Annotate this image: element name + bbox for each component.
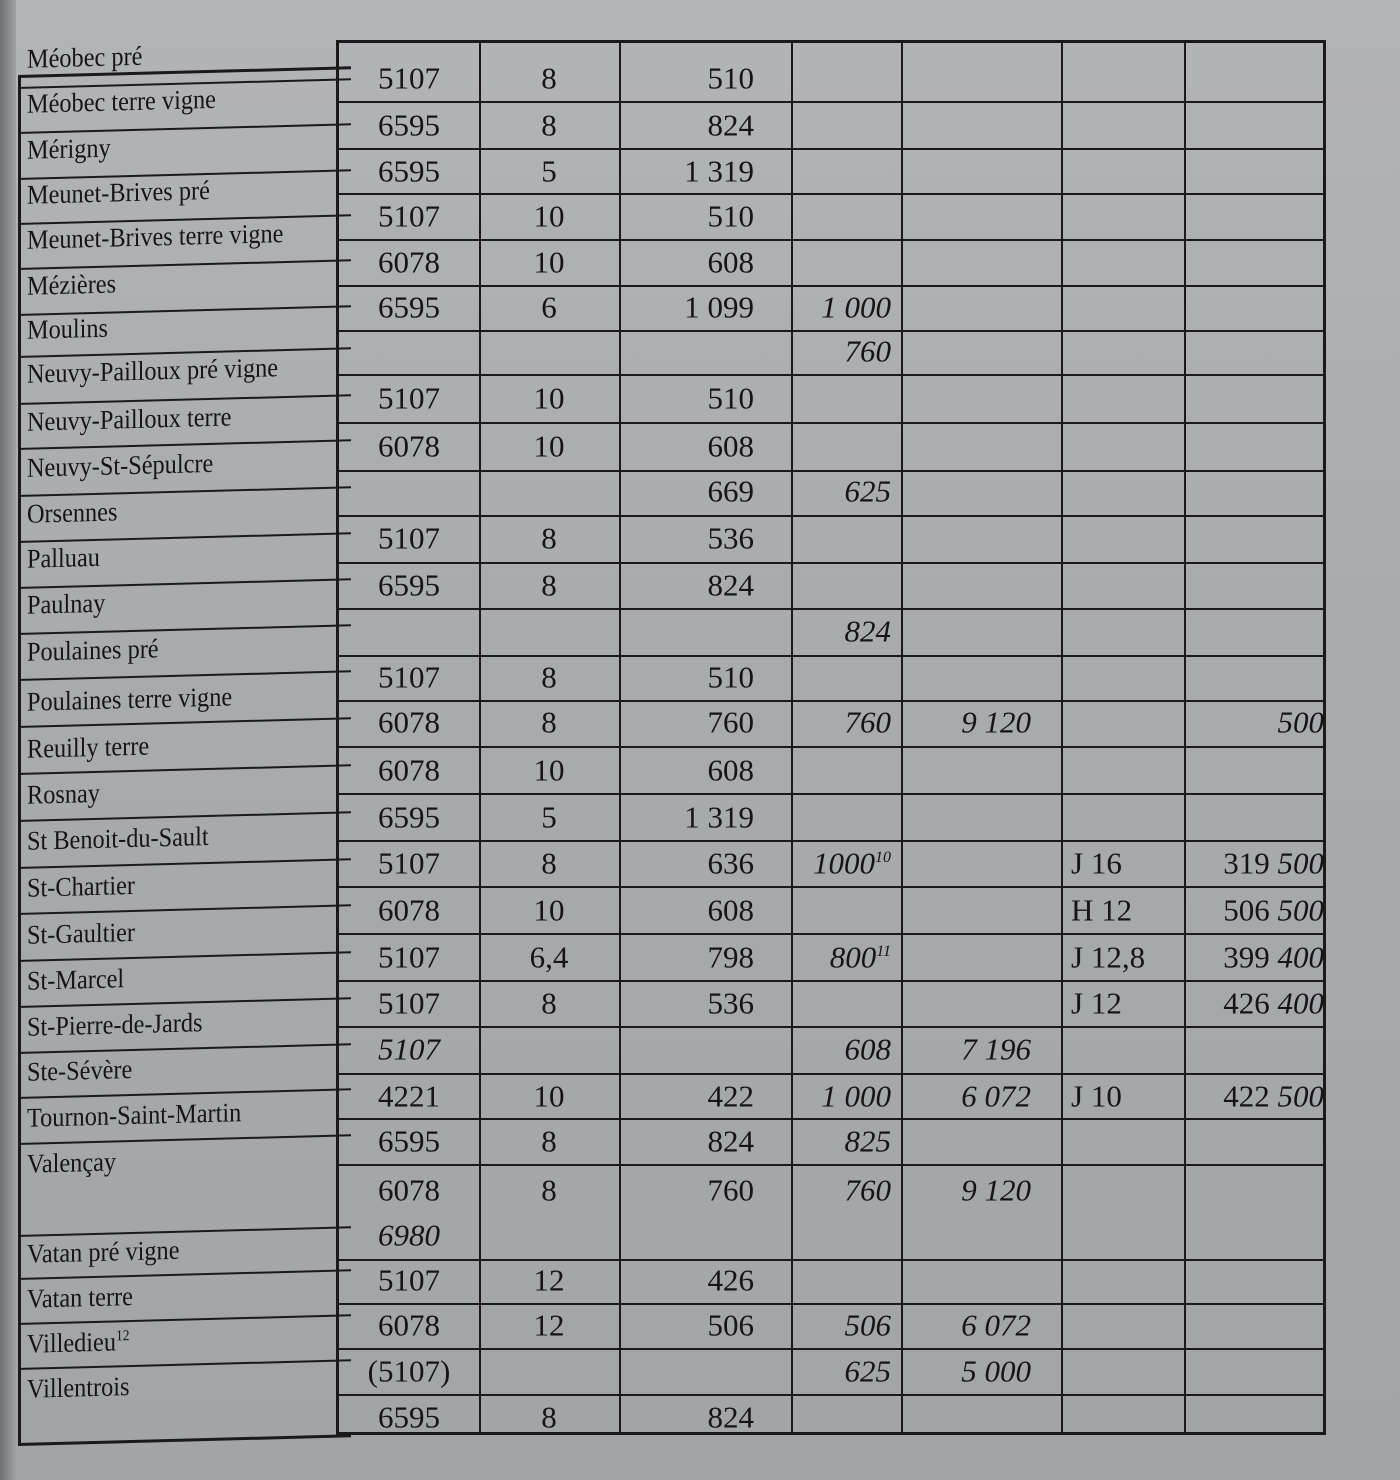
rate-value: 8 xyxy=(541,60,557,96)
commune-name: Neuvy-St-Sépulcre xyxy=(27,447,214,483)
row-divider xyxy=(339,933,1323,935)
row-divider xyxy=(339,193,1323,195)
row-divider xyxy=(339,746,1323,748)
commune-name: Méobec terre vigne xyxy=(27,83,216,119)
column-divider xyxy=(1061,43,1063,1432)
row-divider xyxy=(339,1394,1323,1396)
reference-number: 6595 xyxy=(378,289,440,325)
alt-amount-value: 1 000 xyxy=(821,289,891,325)
name-row-divider xyxy=(21,624,351,635)
commune-name: Valençay xyxy=(27,1146,117,1179)
reference-number: 5107 xyxy=(378,985,440,1021)
amount-value: 1 319 xyxy=(684,153,754,189)
book-gutter xyxy=(0,0,16,1480)
amount-value: 608 xyxy=(707,752,754,788)
rate-value: 5 xyxy=(541,799,557,835)
rate-value: 6 xyxy=(541,289,557,325)
sum-value: 399 400 xyxy=(1223,939,1324,975)
commune-name: Meunet-Brives pré xyxy=(27,174,210,210)
rate-value: 10 xyxy=(533,380,565,416)
name-row-divider xyxy=(21,1314,351,1325)
commune-name: Palluau xyxy=(27,541,100,574)
rate-value: 10 xyxy=(533,198,565,234)
reference-number: 6078 xyxy=(378,244,440,280)
amount-value: 536 xyxy=(707,985,754,1021)
reference-number: 6078 xyxy=(378,752,440,788)
reference-number: 6595 xyxy=(378,1123,440,1159)
amount-value: 426 xyxy=(707,1262,754,1298)
name-row-divider xyxy=(21,904,351,915)
row-divider xyxy=(339,515,1323,517)
row-divider xyxy=(339,793,1323,795)
name-row-divider xyxy=(21,1269,351,1280)
name-row-divider xyxy=(21,997,351,1008)
amount-value: 536 xyxy=(707,520,754,556)
row-divider xyxy=(339,1164,1323,1166)
column-divider xyxy=(1184,43,1186,1432)
amount-value: 824 xyxy=(707,1123,754,1159)
amount-value: 798 xyxy=(707,939,754,975)
commune-name: Paulnay xyxy=(27,587,106,620)
commune-name: Villentrois xyxy=(27,1371,130,1404)
rate-value: 10 xyxy=(533,892,565,928)
row-divider xyxy=(339,374,1323,376)
rate-value: 5 xyxy=(541,153,557,189)
name-row-divider xyxy=(21,123,351,134)
amount-value: 1 099 xyxy=(684,289,754,325)
amount-value: 636 xyxy=(707,845,754,881)
reference-number: 4221 xyxy=(378,1078,440,1114)
row-divider xyxy=(339,422,1323,424)
commune-name: Tournon-Saint-Martin xyxy=(27,1097,242,1133)
row-divider xyxy=(339,562,1323,564)
alt-amount-value: 625 xyxy=(844,1353,891,1389)
reference-number: 5107 xyxy=(378,845,440,881)
amount-value: 760 xyxy=(707,1172,754,1208)
reference-number: 6078 xyxy=(378,704,440,740)
commune-name: St-Pierre-de-Jards xyxy=(27,1007,203,1042)
row-divider xyxy=(339,1348,1323,1350)
column-divider xyxy=(791,43,793,1432)
name-row-divider xyxy=(21,811,351,822)
rate-value: 8 xyxy=(541,659,557,695)
amount-value: 669 xyxy=(707,473,754,509)
row-divider xyxy=(339,470,1323,472)
reference-number: 6595 xyxy=(378,799,440,835)
alt-amount-value: 825 xyxy=(844,1123,891,1159)
alt-amount-value: 760 xyxy=(844,1172,891,1208)
row-divider xyxy=(339,330,1323,332)
row-divider xyxy=(339,285,1323,287)
code-value: J 16 xyxy=(1071,845,1122,881)
rate-value: 10 xyxy=(533,1078,565,1114)
alt-amount-value: 608 xyxy=(844,1031,891,1067)
commune-name: Mézières xyxy=(27,268,117,301)
amount-value: 608 xyxy=(707,244,754,280)
commune-name: Vatan terre xyxy=(27,1280,133,1314)
code-value: J 12 xyxy=(1071,985,1122,1021)
reference-number: 6595 xyxy=(378,1399,440,1435)
reference-number: 5107 xyxy=(378,520,440,556)
alt-amount-value: 1000$^{10}$ xyxy=(813,845,891,881)
row-divider xyxy=(339,840,1323,842)
rate-value: 8 xyxy=(541,985,557,1021)
data-table xyxy=(336,40,1326,1435)
row-divider xyxy=(339,980,1323,982)
sum-value: 506 500 xyxy=(1223,892,1324,928)
rate-value: 6,4 xyxy=(529,939,569,975)
reference-number: (5107) xyxy=(367,1353,451,1389)
row-divider xyxy=(339,886,1323,888)
reference-number: 5107 xyxy=(378,659,440,695)
rate-value: 12 xyxy=(533,1262,565,1298)
rate-value: 10 xyxy=(533,428,565,464)
rate-value: 8 xyxy=(541,1123,557,1159)
alt-amount-value: 760 xyxy=(844,333,891,369)
rate-value: 8 xyxy=(541,704,557,740)
commune-name: Poulaines terre vigne xyxy=(27,681,233,717)
row-divider xyxy=(339,101,1323,103)
sum-value: 422 500 xyxy=(1223,1078,1324,1114)
total-value: 6 072 xyxy=(961,1078,1031,1114)
name-row-divider xyxy=(21,259,351,270)
amount-value: 824 xyxy=(707,567,754,603)
amount-value: 510 xyxy=(707,659,754,695)
total-value: 9 120 xyxy=(961,704,1031,740)
rate-value: 8 xyxy=(541,107,557,143)
alt-amount-value: 824 xyxy=(844,613,891,649)
amount-value: 510 xyxy=(707,380,754,416)
amount-value: 422 xyxy=(707,1078,754,1114)
alt-amount-value: 1 000 xyxy=(821,1078,891,1114)
code-value: J 12,8 xyxy=(1071,939,1146,975)
name-row-divider xyxy=(21,486,351,497)
row-divider xyxy=(339,239,1323,241)
commune-name: Neuvy-Pailloux pré vigne xyxy=(27,352,279,389)
name-row-divider xyxy=(21,858,351,869)
alt-amount-value: 760 xyxy=(844,704,891,740)
reference-number: 6980 xyxy=(378,1217,440,1253)
commune-name: Poulaines pré xyxy=(27,633,159,667)
amount-value: 510 xyxy=(707,60,754,96)
reference-number: 5107 xyxy=(378,198,440,234)
reference-number: 6595 xyxy=(378,107,440,143)
rate-value: 10 xyxy=(533,244,565,280)
commune-name: St-Gaultier xyxy=(27,916,135,950)
column-divider xyxy=(901,43,903,1432)
alt-amount-value: $800^{11}$ xyxy=(829,939,891,975)
reference-number: 6078 xyxy=(378,428,440,464)
rate-value: 8 xyxy=(541,1172,557,1208)
commune-name: Neuvy-Pailloux terre xyxy=(27,401,232,437)
name-row-divider xyxy=(21,1359,351,1370)
name-row-divider xyxy=(21,951,351,962)
row-divider xyxy=(339,655,1323,657)
row-divider xyxy=(339,1259,1323,1261)
reference-number: 6078 xyxy=(378,1307,440,1343)
row-divider xyxy=(339,1073,1323,1075)
name-row-divider xyxy=(21,670,351,681)
reference-number: 5107 xyxy=(378,60,440,96)
commune-name: St Benoit-du-Sault xyxy=(27,821,209,856)
reference-number: 5107 xyxy=(378,380,440,416)
rate-value: 8 xyxy=(541,1399,557,1435)
commune-name-column xyxy=(18,40,351,1446)
reference-number: 5107 xyxy=(378,1262,440,1298)
total-value: 9 120 xyxy=(961,1172,1031,1208)
row-divider xyxy=(339,608,1323,610)
commune-name: St-Chartier xyxy=(27,869,135,903)
commune-name: Ste-Sévère xyxy=(27,1054,133,1087)
amount-value: 824 xyxy=(707,1399,754,1435)
reference-number: 6078 xyxy=(378,1172,440,1208)
commune-name: Rosnay xyxy=(27,777,100,810)
commune-name: Vatan pré vigne xyxy=(27,1234,180,1269)
rate-value: 10 xyxy=(533,752,565,788)
sum-value: 319 500 xyxy=(1223,845,1324,881)
row-divider xyxy=(339,700,1323,702)
reference-number: 6078 xyxy=(378,892,440,928)
reference-number: 5107 xyxy=(378,939,440,975)
row-divider xyxy=(339,1303,1323,1305)
name-row-divider xyxy=(21,1226,351,1237)
amount-value: 824 xyxy=(707,107,754,143)
commune-name: St-Marcel xyxy=(27,963,125,996)
commune-name: Reuilly terre xyxy=(27,730,150,764)
total-value: 6 072 xyxy=(961,1307,1031,1343)
row-divider xyxy=(339,148,1323,150)
commune-name: Mérigny xyxy=(27,132,111,165)
total-value: 5 000 xyxy=(961,1353,1031,1389)
reference-number: 6595 xyxy=(378,153,440,189)
rate-value: 8 xyxy=(541,520,557,556)
amount-value: 1 319 xyxy=(684,799,754,835)
amount-value: 760 xyxy=(707,704,754,740)
name-row-divider xyxy=(21,1043,351,1054)
amount-value: 608 xyxy=(707,892,754,928)
reference-number: 6595 xyxy=(378,567,440,603)
code-value: H 12 xyxy=(1071,892,1133,928)
code-value: J 10 xyxy=(1071,1078,1122,1114)
commune-name: Méobec pré xyxy=(27,40,143,74)
alt-amount-value: 506 xyxy=(844,1307,891,1343)
commune-name: Orsennes xyxy=(27,496,118,529)
sum-value: 426 400 xyxy=(1223,985,1324,1021)
name-row-divider xyxy=(21,717,351,728)
name-row-divider xyxy=(21,578,351,589)
name-row-divider xyxy=(21,764,351,775)
commune-name: Meunet-Brives terre vigne xyxy=(27,218,284,255)
amount-value: 510 xyxy=(707,198,754,234)
alt-amount-value: 625 xyxy=(844,473,891,509)
rate-value: 8 xyxy=(541,567,557,603)
row-divider xyxy=(339,1026,1323,1028)
rate-value: 12 xyxy=(533,1307,565,1343)
commune-name: Moulins xyxy=(27,312,109,345)
rate-value: 8 xyxy=(541,845,557,881)
total-value: 7 196 xyxy=(961,1031,1031,1067)
reference-number: 5107 xyxy=(378,1031,440,1067)
row-divider xyxy=(339,1118,1323,1120)
name-row-divider xyxy=(21,1134,351,1145)
commune-name: Villedieu$^{12}$ xyxy=(27,1326,130,1359)
name-row-divider xyxy=(21,1088,351,1099)
amount-value: 608 xyxy=(707,428,754,464)
name-row-divider xyxy=(21,532,351,543)
amount-value: 506 xyxy=(707,1307,754,1343)
sum-value: 500 xyxy=(1277,704,1324,740)
